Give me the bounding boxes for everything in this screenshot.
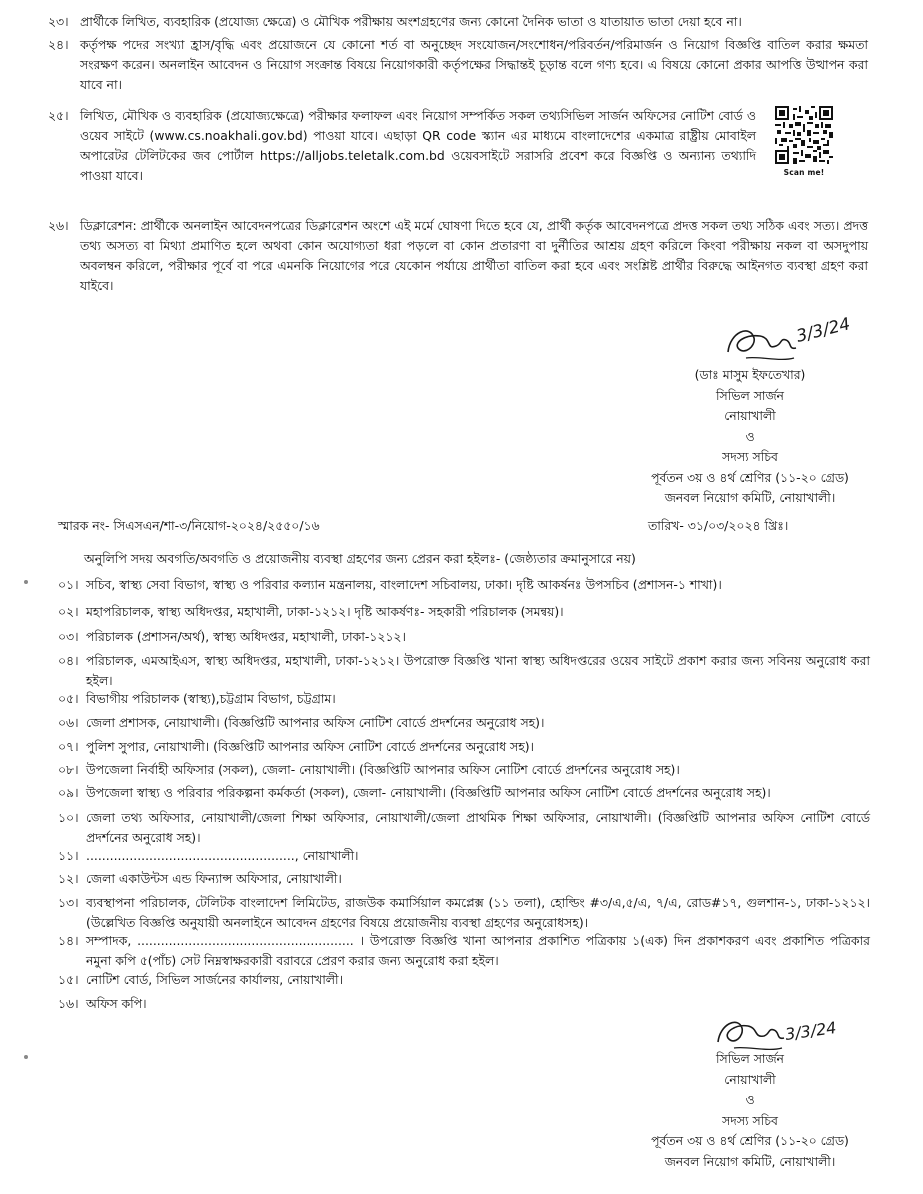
committee-line-1: পূর্বতন ৩য় ও ৪র্থ শ্রেণির (১১-২০ গ্রেড) bbox=[651, 1133, 849, 1148]
copy-item-05 bbox=[58, 689, 870, 709]
memo-date: তারিখ- ৩১/০৩/২০২৪ খ্রিঃ। bbox=[648, 518, 789, 533]
copy-item-15 bbox=[58, 970, 870, 990]
signature-date-text: 3/3/24 bbox=[783, 1017, 838, 1044]
copy-item-08 bbox=[58, 760, 870, 780]
signatory-block-1 bbox=[600, 365, 900, 509]
copy-text: উপজেলা স্বাস্থ্য ও পরিবার পরিকল্পনা কর্মকর্তা (সকল), জেলা- নোয়াখালী। (বিজ্ঞপ্তিটি আপনার অফিস নোটিশ বোর্ডে প্রদর্শনের অনুরোধ সহ)। bbox=[86, 785, 771, 800]
punch-hole bbox=[24, 1055, 28, 1059]
clause-number: ২৪। bbox=[48, 37, 69, 52]
copy-number: ০৯। bbox=[58, 785, 79, 800]
committee-line-2: জনবল নিয়োগ কমিটি, নোয়াখালী। bbox=[664, 490, 836, 505]
clause-number: ২৬। bbox=[48, 218, 69, 233]
copy-number: ১১। bbox=[58, 848, 79, 863]
copy-number: ০৭। bbox=[58, 739, 79, 754]
signatory-place: নোয়াখালী bbox=[724, 1071, 776, 1087]
copy-text: নোটিশ বোর্ড, সিভিল সার্জনের কার্যালয়, নোয়াখালী। bbox=[86, 972, 344, 987]
punch-hole bbox=[24, 580, 28, 584]
clause-23 bbox=[48, 12, 868, 32]
copy-text: ....................................................., নোয়াখালী। bbox=[86, 848, 359, 863]
signatory-place: নোয়াখালী bbox=[724, 408, 776, 423]
clause-text: প্রার্থীকে লিখিত, ব্যবহারিক (প্রযোজ্য ক্ষেত্রে) ও মৌখিক পরীক্ষায় অংশগ্রহণের জন্য কোনো দৈনিক ভাতা ও যাতায়াত ভাতা দেয়া হবে না। bbox=[80, 14, 742, 29]
signature-date-text: 3/3/24 bbox=[794, 314, 853, 347]
copy-item-11 bbox=[58, 846, 870, 866]
copy-number: ০৪। bbox=[58, 653, 79, 668]
copy-text: জেলা একাউন্টস এন্ড ফিন্যান্স অফিসার, নোয়াখালী। bbox=[86, 871, 342, 886]
copy-item-12 bbox=[58, 869, 870, 889]
copy-text: সম্পাদক, ....................................................... । উপরোক্ত বিজ্ঞপ্তি খানা আপনার প্রকাশিত পত্রিকায় ১(এক) দিন প্রকাশকরণ এবং প্রকাশিত পত্রিকার নমুনা কপি ৫(পাঁচ) সেট নিম্নস্বাক্ষরকারী বরাবরে প্রেরণ করার জন্য অনুরোধ করা হইল। bbox=[86, 933, 870, 968]
copy-text: পরিচালক, এমআইএস, স্বাস্থ্য অধিদপ্তর, মহাখালী, ঢাকা-১২১২। উপরোক্ত বিজ্ঞপ্তি খানা স্বাস্থ্য অধিদপ্তরের ওয়েব সাইটে প্রকাশ করার জন্য সবিনয় অনুরোধ করা হইল। bbox=[86, 653, 870, 688]
copy-text: সচিব, স্বাস্থ্য সেবা বিভাগ, স্বাস্থ্য ও পরিবার কল্যান মন্ত্রনালয়, বাংলাদেশ সচিবালয়, ঢাকা। দৃষ্টি আকর্ষনঃ উপসচিব (প্রশাসন-১ শাখা)। bbox=[86, 577, 722, 592]
copy-text: পুলিশ সুপার, নোয়াখালী। (বিজ্ঞপ্তিটি আপনার অফিস নোটিশ বোর্ডে প্রদর্শনের অনুরোধ সহ)। bbox=[86, 739, 534, 754]
clause-26 bbox=[48, 216, 868, 296]
clause-number: ২৫। bbox=[48, 108, 69, 123]
copy-item-13 bbox=[58, 893, 870, 933]
copy-number: ১৬। bbox=[58, 996, 79, 1011]
copy-item-01 bbox=[58, 575, 870, 595]
clause-text: লিখিত, মৌখিক ও ব্যবহারিক (প্রযোজ্যক্ষেত্রে) পরীক্ষার ফলাফল এবং নিয়োগ সম্পর্কিত সকল তথ্যসিভিল সার্জন অফিসের নোটিশ বোর্ড ও ওয়েব সাইটে (www.cs.noakhali.gov.bd) পাওয়া যাবে। এছাড়া QR code স্ক্যান এর মাধ্যমে বাংলাদেশের একমাত্র রাষ্ট্রীয় মোবাইল অপারেটর টেলিটকের জব পোর্টাল https://alljobs.teletalk.com.bd ওয়েবসাইটে সরাসরি প্রবেশ করে বিজ্ঞপ্তি ও অন্যান্য তথ্যাদি পাওয়া যাবে। bbox=[80, 108, 756, 183]
signatory-designation: সিভিল সার্জন bbox=[716, 387, 784, 403]
copy-number: ০৮। bbox=[58, 762, 79, 777]
copy-item-02 bbox=[58, 602, 870, 622]
copy-number: ০২। bbox=[58, 604, 79, 619]
copy-text: জেলা তথ্য অফিসার, নোয়াখালী/জেলা শিক্ষা অফিসার, নোয়াখালী/জেলা প্রাথমিক শিক্ষা অফিসার, নোয়াখালী। (বিজ্ঞপ্তিটি আপনার অফিস নোটিশ বোর্ডে প্রদর্শনের অনুরোধ সহ)। bbox=[86, 810, 870, 845]
copy-number: ১৪। bbox=[58, 933, 79, 948]
copy-number: ১৫। bbox=[58, 972, 79, 987]
copy-number: ১০। bbox=[58, 810, 79, 825]
copy-number: ০৬। bbox=[58, 715, 79, 730]
copy-text: মহাপরিচালক, স্বাস্থ্য অধিদপ্তর, মহাখালী, ঢাকা-১২১২। দৃষ্টি আকর্ষণঃ- সহকারী পরিচালক (সমন্বয়)। bbox=[86, 604, 564, 619]
qr-code-icon bbox=[775, 106, 833, 164]
clause-text: ডিক্লারেশন: প্রার্থীকে অনলাইন আবেদনপত্রের ডিক্লারেশন অংশে এই মর্মে ঘোষণা দিতে হবে যে, প্রার্থী কর্তৃক আবেদনপত্রে প্রদত্ত সকল তথ্য সঠিক এবং সত্য। প্রদত্ত তথ্য অসত্য বা মিথ্যা প্রমাণিত হলে অথবা কোন অযোগ্যতা ধরা পড়লে বা কোন প্রতারণা বা দুর্নীতির আশ্রয় গ্রহণ করিলে কিংবা পরীক্ষায় নকল বা অসদুপায় অবলম্বন করিলে, পরীক্ষার পূর্বে বা পরে এমনকি নিয়োগের পরে যেকোন পর্যায়ে প্রার্থীতা বাতিল করা হবে এবং সংশ্লিষ্ট প্রার্থীর বিরুদ্ধে আইনগত ব্যবস্থা গ্রহণ করা যাইবে। bbox=[80, 218, 868, 293]
memo-reference: স্মারক নং- সিএসএন/শা-৩/নিয়োগ-২০২৪/২৫৫০/১৬ bbox=[58, 518, 320, 533]
copy-text: ব্যবস্থাপনা পরিচালক, টেলিটক বাংলাদেশ লিমিটেড, রাজউক কমার্সিয়াল কমপ্লেক্স (১১ তলা), হোল্ডিং #৩/এ,৫/এ, ৭/এ, রোড#১৭, গুলশান-১, ঢাকা-১২১২। (উল্লেখিত বিজ্ঞপ্তি অনুযায়ী অনলাইনে আবেদন গ্রহণের বিষয়ে প্রয়োজনীয় ব্যবস্থা গ্রহণের অনুরোধসহ)। bbox=[86, 895, 870, 930]
clause-24 bbox=[48, 35, 868, 95]
copy-item-14 bbox=[58, 931, 870, 971]
clause-text: কর্তৃপক্ষ পদের সংখ্যা হ্রাস/বৃদ্ধি এবং প্রয়োজনে যে কোনো শর্ত বা অনুচ্ছেদ সংযোজন/সংশোধন/পরিবর্তন/পরিমার্জন ও নিয়োগ বিজ্ঞপ্তি বাতিল করার ক্ষমতা সংরক্ষণ করেন। অনলাইন আবেদন ও নিয়োগ সংক্রান্ত বিষয়ে নিয়োগকারী কর্তৃপক্ষের সিদ্ধান্তই চূড়ান্ত বলে গণ্য হবে। এ বিষয়ে কোনো প্রকার আপত্তি উত্থাপন করা যাবে না। bbox=[80, 37, 868, 92]
signatory-conjunction: ও bbox=[745, 1092, 755, 1107]
signatory-designation: সিভিল সার্জন bbox=[716, 1051, 784, 1066]
copy-number: ১২। bbox=[58, 871, 79, 886]
signatory-role: সদস্য সচিব bbox=[722, 1112, 778, 1128]
copy-text: জেলা প্রশাসক, নোয়াখালী। (বিজ্ঞপ্তিটি আপনার অফিস নোটিশ বোর্ডে প্রদর্শনের অনুরোধ সহ)। bbox=[86, 715, 545, 730]
clause-25 bbox=[48, 106, 756, 186]
copy-item-04 bbox=[58, 651, 870, 691]
copy-item-06 bbox=[58, 713, 870, 733]
committee-line-2: জনবল নিয়োগ কমিটি, নোয়াখালী। bbox=[664, 1153, 836, 1169]
signatory-conjunction: ও bbox=[745, 428, 755, 444]
signatory-name: (ডাঃ মাসুম ইফতেখার) bbox=[694, 367, 806, 382]
signatory-block-2 bbox=[600, 1049, 900, 1172]
copy-item-10 bbox=[58, 808, 870, 848]
copy-number: ১৩। bbox=[58, 895, 79, 910]
clause-number: ২৩। bbox=[48, 14, 69, 29]
copy-text: পরিচালক (প্রশাসন/অর্থ), স্বাস্থ্য অধিদপ্তর, মহাখালী, ঢাকা-১২১২। bbox=[86, 629, 406, 644]
copy-number: ০৩। bbox=[58, 629, 79, 644]
qr-caption: Scan me! bbox=[783, 168, 825, 177]
qr-code-block bbox=[770, 106, 838, 177]
copy-item-07 bbox=[58, 737, 870, 757]
signatory-role: সদস্য সচিব bbox=[722, 449, 778, 464]
copy-number: ০৫। bbox=[58, 691, 79, 706]
copy-number: ০১। bbox=[58, 577, 79, 592]
committee-line-1: পূর্বতন ৩য় ও ৪র্থ শ্রেণির (১১-২০ গ্রেড) bbox=[651, 469, 849, 485]
copy-item-09 bbox=[58, 783, 870, 803]
copy-intro: অনুলিপি সদয় অবগতি/অবগতি ও প্রয়োজনীয় ব্যবস্থা গ্রহণের জন্য প্রেরন করা হইলঃ- (জেষ্ঠ্যতার ক্রমানুসারে নয়) bbox=[84, 551, 636, 566]
copy-text: উপজেলা নির্বাহী অফিসার (সকল), জেলা- নোয়াখালী। (বিজ্ঞপ্তিটি আপনার অফিস নোটিশ বোর্ডে প্রদর্শনের অনুরোধ সহ)। bbox=[86, 762, 680, 777]
copy-text: অফিস কপি। bbox=[86, 996, 147, 1011]
copy-item-03 bbox=[58, 627, 870, 647]
copy-text: বিভাগীয় পরিচালক (স্বাস্থ্য),চট্টগ্রাম বিভাগ, চট্টগ্রাম। bbox=[86, 691, 336, 706]
